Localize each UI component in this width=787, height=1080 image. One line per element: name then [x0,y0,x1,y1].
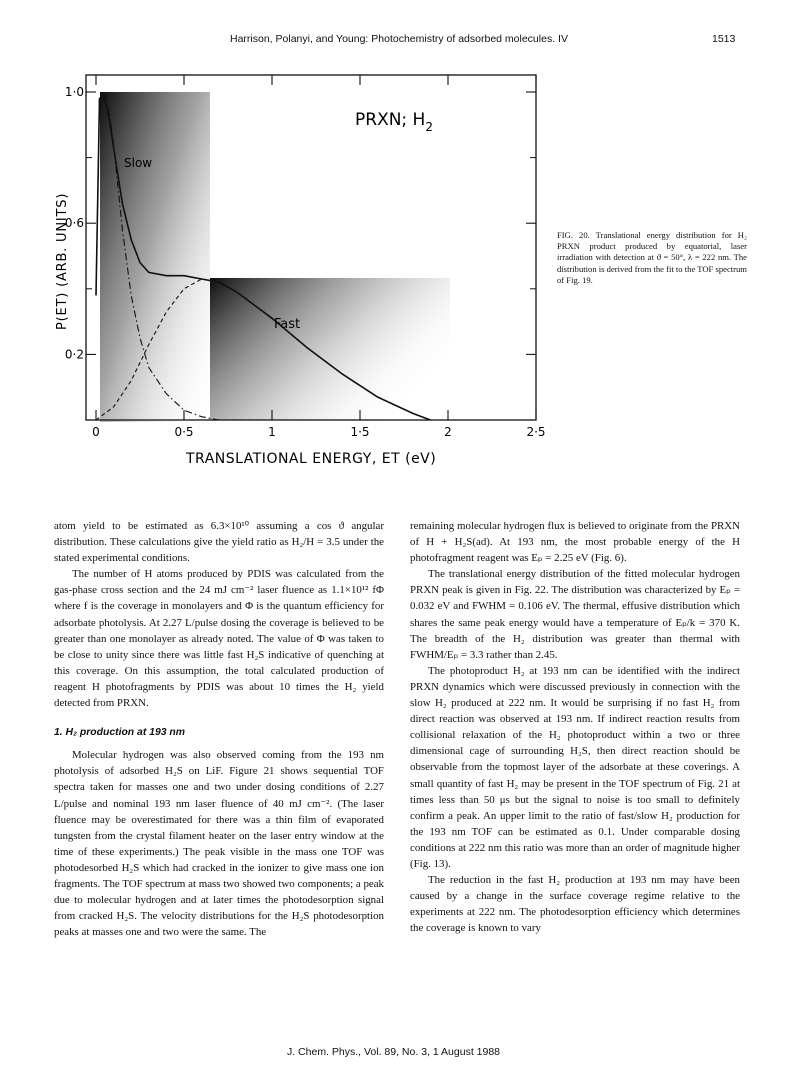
x-tick-label: 2 [444,425,452,439]
right-column [410,518,740,936]
section-heading: 1. H₂ production at 193 nm [54,727,185,739]
x-tick-labels [92,425,545,439]
journal-footer: J. Chem. Phys., Vol. 89, No. 3, 1 August 1988 [286,1046,501,1058]
y-tick-label: 0·6 [64,216,84,231]
right-paragraph-1: remaining molecular hydrogen flux is believed to originate from the PRXN of H + H₂S(ad). At 193 nm, the most probable energy of the H photofragment reagent was Eₚ = 2.25 eV (Fig. 6). [410,520,740,565]
label-fast: Fast [274,317,301,332]
label-slow: Slow [124,156,153,170]
left-paragraph-2: The number of H atoms produced by PDIS was calculated from the gas-phase cross section and the 24 mJ cm⁻² laser fluence as 1.1×10¹² fΦ where f is the coverage in monolayers and Φ is the quantum efficiency for adsorbate photolysis. At 2.27 L/pulse dosing the coverage is believed to be greater than one monolayer as already noted. The value of Φ was taken to be close to unity since there was little fast H₂S indicative of quenching at this coverage. On this assumption, the total calculated production of reagent H photofragments by PDIS was about 10 times the H₂ yield detected from PRXN. [54,568,384,710]
left-paragraph-3: Molecular hydrogen was also observed coming from the 193 nm photolysis of adsorbed H₂S on LiF. Figure 21 shows sequential TOF spectra taken for masses one and two under dosing conditions of 2.27 L/pulse and nominal 193 nm laser fluence of 40 mJ cm⁻². (The laser fluence may be overestimated for there was a thin film of evaporated tungsten from the crystal filament heater on the laser entry window at the time of these experiments.) The peak visible in the mass one TOF was photodesorbed H₂S which had cracked in the ionizer to give mass one ion fragments. The TOF spectrum at mass two showed two components; a peak due to molecular hydrogen and at later times the photodesorption signal from cracked H₂S. The velocity distributions for the H₂S photodesorption peaks at masses one and two were the same. The [54,749,384,939]
left-paragraph-1: atom yield to be estimated as 6.3×10¹⁰ assuming a cos ϑ angular distribution. These calculations give the yield ratio as H₂/H = 3.5 under the stated experimental conditions. [54,520,384,565]
x-tick-label: 0 [92,425,100,439]
label-prxn: PRXN; $H_2$ [355,110,433,134]
y-tick-label: 0·2 [64,347,84,362]
x-tick-label: 1·5 [350,425,370,439]
x-tick-label: 0·5 [174,425,194,439]
x-axis-title: TRANSLATIONAL ENERGY, ET (eV) [186,451,437,467]
y-axis-title: P(ET) (ARB. UNITS) [55,192,70,330]
figure-caption: FIG. 20. Translational energy distribution for H₂ PRXN product produced by equatorial, laser irradiation with detection at ϑ = 50°, λ = 222 nm. The distribution is derived from the fit to the TOF spectrum of Fig. 19. [557,230,747,285]
header-title: Harrison, Polanyi, and Young: Photochemistry of adsorbed molecules. IV [230,33,568,45]
right-paragraph-2: The translational energy distribution of the fitted molecular hydrogen PRXN peak is given in Fig. 22. The distribution was characterized by Eₚ = 0.032 eV and FWHM = 0.106 eV. The thermal, effusive distribution which shares the same peak energy would have a temperature of Eₚ/k = 370 K. The breadth of the H₂ distribution was greater than thermal with FWHM/Eₚ = 3.3 rather than 2.45. [410,568,740,661]
x-tick-label: 1 [268,425,276,439]
x-tick-label: 2·5 [526,425,546,439]
slow-shading [100,92,210,422]
left-column [54,518,384,940]
page-number: 1513 [712,33,736,45]
right-paragraph-3: The photoproduct H₂ at 193 nm can be identified with the indirect PRXN dynamics which were discussed previously in connection with the slow H₂ produced at 222 nm. It would be surprising if no fast H₂ from direct reaction was observed at 193 nm. If indirect reaction results from collisional relaxation of the H₂ photoproduct within a two or three dimensional cage of surrounding H₂S, then direct reaction should be observable from the topmost layer of the adsorbate at these coverings. A small quantity of fast H₂ may be present in the TOF spectrum of Fig. 21 at times less than 50 μs but the signal to noise is too small to definitely confirm a peak. An upper limit to the ratio of fast/slow H₂ production for the 193 nm TOF can be estimated as 0.1. Under comparable dosing conditions at 222 nm this ratio was more than an order of magnitude higher (Fig. 13). [410,664,740,870]
running-header [0,33,787,49]
y-tick-label: 1·0 [64,85,84,99]
right-paragraph-4: The reduction in the fast H₂ production at 193 nm may have been caused by a change in the surface coverage regime relative to the experiments at 222 nm. The photodesorption efficiency which determines the coverage is known to vary [410,874,740,935]
